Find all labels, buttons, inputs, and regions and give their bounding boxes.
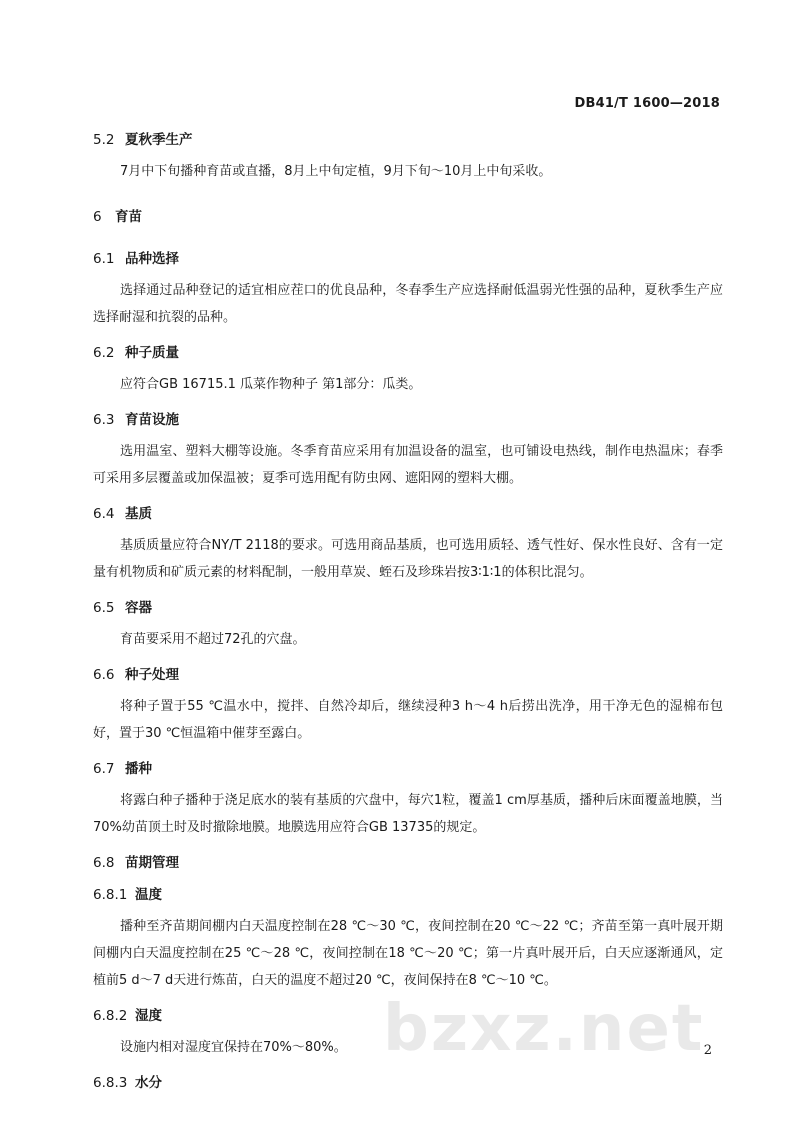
section-number: 6.8.2	[93, 1008, 128, 1024]
section-number: 6.5	[93, 600, 115, 616]
page-number: 2	[703, 1043, 712, 1058]
section-6-8-3	[93, 1073, 723, 1093]
chapter-title: 育苗	[115, 209, 142, 225]
chapter-number: 6	[93, 209, 102, 225]
section-6-2	[93, 343, 723, 398]
section-heading	[93, 1073, 723, 1093]
section-paragraph: 7月中下旬播种育苗或直播，8月上中旬定植，9月下旬～10月上中旬采收。	[120, 164, 552, 179]
section-6-1	[93, 249, 723, 331]
section-paragraph: 设施内相对湿度宜保持在70%～80%。	[120, 1040, 347, 1055]
section-title: 湿度	[135, 1008, 162, 1024]
section-heading	[93, 853, 723, 873]
section-title: 温度	[135, 887, 162, 903]
section-title: 苗期管理	[125, 855, 179, 871]
section-heading	[93, 759, 723, 779]
section-paragraph: 将露白种子播种于浇足底水的装有基质的穴盘中，每穴1粒，覆盖1 cm厚基质，播种后床面覆盖地膜，当70%幼苗顶土时及时撤除地膜。地膜选用应符合GB 13735的规定。	[93, 793, 723, 835]
section-6	[93, 207, 723, 227]
section-6-5	[93, 598, 723, 653]
section-number: 6.3	[93, 412, 115, 428]
section-number: 5.2	[93, 132, 115, 148]
watermark: bzxz.net	[383, 992, 705, 1066]
chapter-heading	[93, 207, 723, 227]
section-heading	[93, 343, 723, 363]
section-6-8	[93, 853, 723, 873]
document-code: DB41/T 1600—2018	[574, 96, 720, 111]
section-6-3	[93, 410, 723, 492]
section-6-4	[93, 504, 723, 586]
section-6-8-1	[93, 885, 723, 994]
section-paragraph: 选择通过品种登记的适宜相应茬口的优良品种，冬春季生产应选择耐低温弱光性强的品种，夏秋季生产应选择耐湿和抗裂的品种。	[93, 283, 723, 325]
section-heading	[93, 885, 723, 905]
section-5-2	[93, 130, 723, 185]
section-6-6	[93, 665, 723, 747]
section-paragraph: 育苗要采用不超过72孔的穴盘。	[120, 632, 306, 647]
section-number: 6.8	[93, 855, 115, 871]
section-number: 6.4	[93, 506, 115, 522]
section-heading	[93, 504, 723, 524]
section-number: 6.8.3	[93, 1075, 128, 1091]
section-number: 6.6	[93, 667, 115, 683]
section-paragraph: 将种子置于55 ℃温水中，搅拌、自然冷却后，继续浸种3 h～4 h后捞出洗净，用干净无色的湿棉布包好，置于30 ℃恒温箱中催芽至露白。	[93, 699, 723, 741]
section-number: 6.1	[93, 251, 115, 267]
section-paragraph: 选用温室、塑料大棚等设施。冬季育苗应采用有加温设备的温室，也可铺设电热线，制作电热温床；春季可采用多层覆盖或加保温被；夏季可选用配有防虫网、遮阳网的塑料大棚。	[93, 444, 723, 486]
section-title: 基质	[125, 506, 152, 522]
section-paragraph: 播种至齐苗期间棚内白天温度控制在28 ℃～30 ℃，夜间控制在20 ℃～22 ℃；齐苗至第一真叶展开期间棚内白天温度控制在25 ℃～28 ℃，夜间控制在18 ℃～20 ℃；第一片真叶展开后，白天应逐渐通风，定植前5 d～7 d天进行炼苗，白天的温度不超过20 ℃，夜间保持在8 ℃～10 ℃。	[93, 919, 723, 988]
section-number: 6.7	[93, 761, 115, 777]
section-title: 种子质量	[125, 345, 179, 361]
section-title: 夏秋季生产	[125, 132, 193, 148]
section-paragraph: 应符合GB 16715.1 瓜菜作物种子 第1部分：瓜类。	[120, 377, 422, 392]
section-paragraph: 基质质量应符合NY/T 2118的要求。可选用商品基质，也可选用质轻、透气性好、保水性良好、含有一定量有机物质和矿质元素的材料配制，一般用草炭、蛭石及珍珠岩按3∶1∶1的体积比混匀。	[93, 538, 723, 580]
section-number: 6.8.1	[93, 887, 128, 903]
section-6-7	[93, 759, 723, 841]
section-title: 育苗设施	[125, 412, 179, 428]
section-heading	[93, 598, 723, 618]
section-heading	[93, 665, 723, 685]
section-heading	[93, 130, 723, 150]
document-body	[93, 130, 723, 1093]
section-heading	[93, 249, 723, 269]
section-title: 品种选择	[125, 251, 179, 267]
section-heading	[93, 410, 723, 430]
section-title: 水分	[135, 1075, 162, 1091]
section-number: 6.2	[93, 345, 115, 361]
section-title: 播种	[125, 761, 152, 777]
section-title: 种子处理	[125, 667, 179, 683]
section-title: 容器	[125, 600, 152, 616]
